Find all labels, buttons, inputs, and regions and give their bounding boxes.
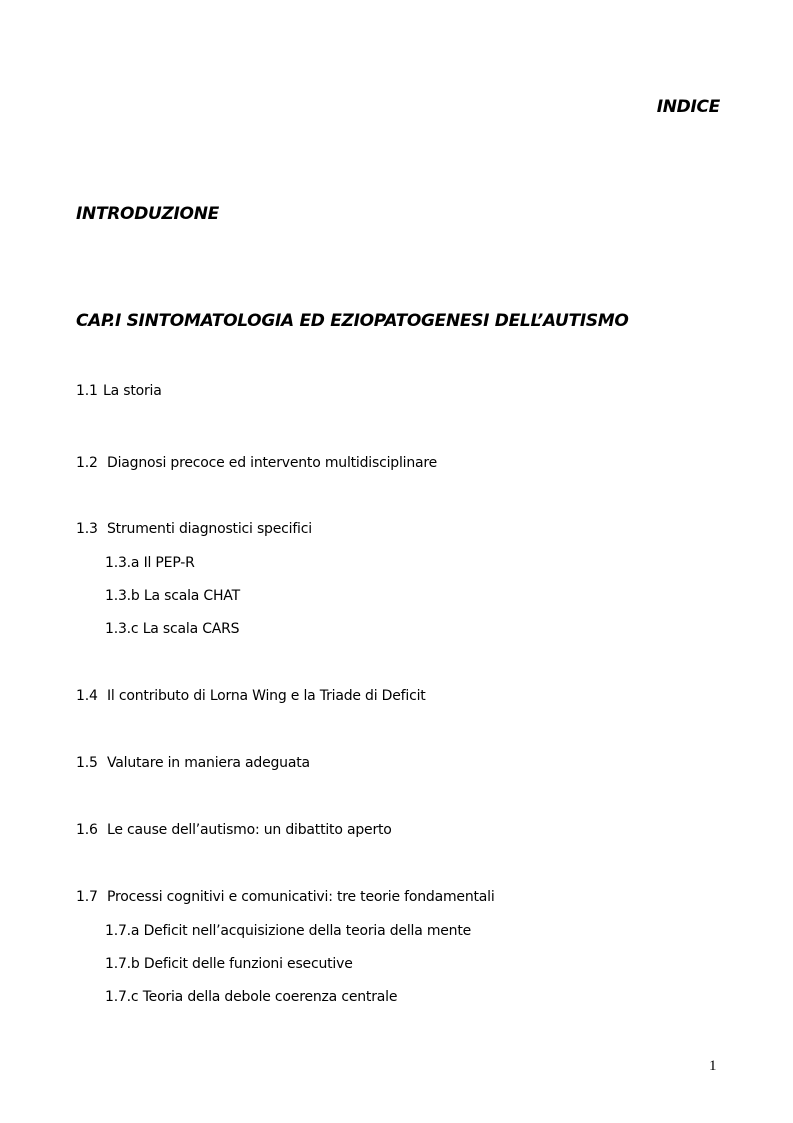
toc-entry-number: 1.4 [76, 688, 98, 704]
toc-entry [76, 455, 437, 471]
toc-entry-number: 1.3.a [105, 555, 140, 571]
toc-entry-title: Strumenti diagnostici specifici [107, 521, 312, 537]
toc-entry [76, 688, 426, 704]
toc-entry-title: Valutare in maniera adeguata [107, 755, 310, 771]
toc-entry [76, 889, 495, 905]
toc-subentry [105, 923, 471, 939]
toc-subentry [105, 588, 240, 604]
toc-entry-number: 1.3.c [105, 621, 139, 637]
toc-entry [76, 383, 162, 399]
toc-entry-number: 1.6 [76, 822, 98, 838]
toc-entry-number: 1.3 [76, 521, 98, 537]
toc-entry-title: Deficit nell’acquisizione della teoria della mente [143, 923, 472, 939]
toc-subentry [105, 621, 239, 637]
toc-entry-number: 1.7.b [105, 956, 140, 972]
toc-entry-title: Teoria della debole coerenza centrale [142, 989, 398, 1005]
page-number: 1 [709, 1058, 717, 1074]
toc-entry-number: 1.5 [76, 755, 98, 771]
toc-subentry [105, 555, 195, 571]
toc-subentry [105, 956, 353, 972]
toc-entry-title: Il PEP-R [143, 555, 195, 571]
toc-entry-title: Processi cognitivi e comunicativi: tre teorie fondamentali [107, 889, 495, 905]
toc-entry-number: 1.1 [76, 383, 98, 399]
toc-entry-title: La scala CHAT [143, 588, 240, 604]
toc-entry-title: La storia [103, 383, 162, 399]
toc-entry-title: Diagnosi precoce ed intervento multidisciplinare [107, 455, 438, 471]
chapter-heading: CAP.I SINTOMATOLOGIA ED EZIOPATOGENESI DELL’AUTISMO [76, 311, 629, 331]
toc-entry-title: Le cause dell’autismo: un dibattito aperto [107, 822, 392, 838]
toc-entry-number: 1.7.c [105, 989, 139, 1005]
toc-entry-number: 1.7 [76, 889, 98, 905]
toc-entry-number: 1.2 [76, 455, 98, 471]
toc-entry [76, 822, 392, 838]
toc-entry-number: 1.7.a [105, 923, 140, 939]
toc-subentry [105, 989, 397, 1005]
toc-entry-title: Il contributo di Lorna Wing e la Triade di Deficit [107, 688, 426, 704]
toc-entry-title: La scala CARS [142, 621, 240, 637]
index-title: INDICE [656, 97, 720, 117]
toc-entry-title: Deficit delle funzioni esecutive [143, 956, 353, 972]
toc-entry-number: 1.3.b [105, 588, 140, 604]
toc-entry [76, 521, 312, 537]
toc-entry [76, 755, 310, 771]
introduction-heading: INTRODUZIONE [76, 204, 219, 224]
